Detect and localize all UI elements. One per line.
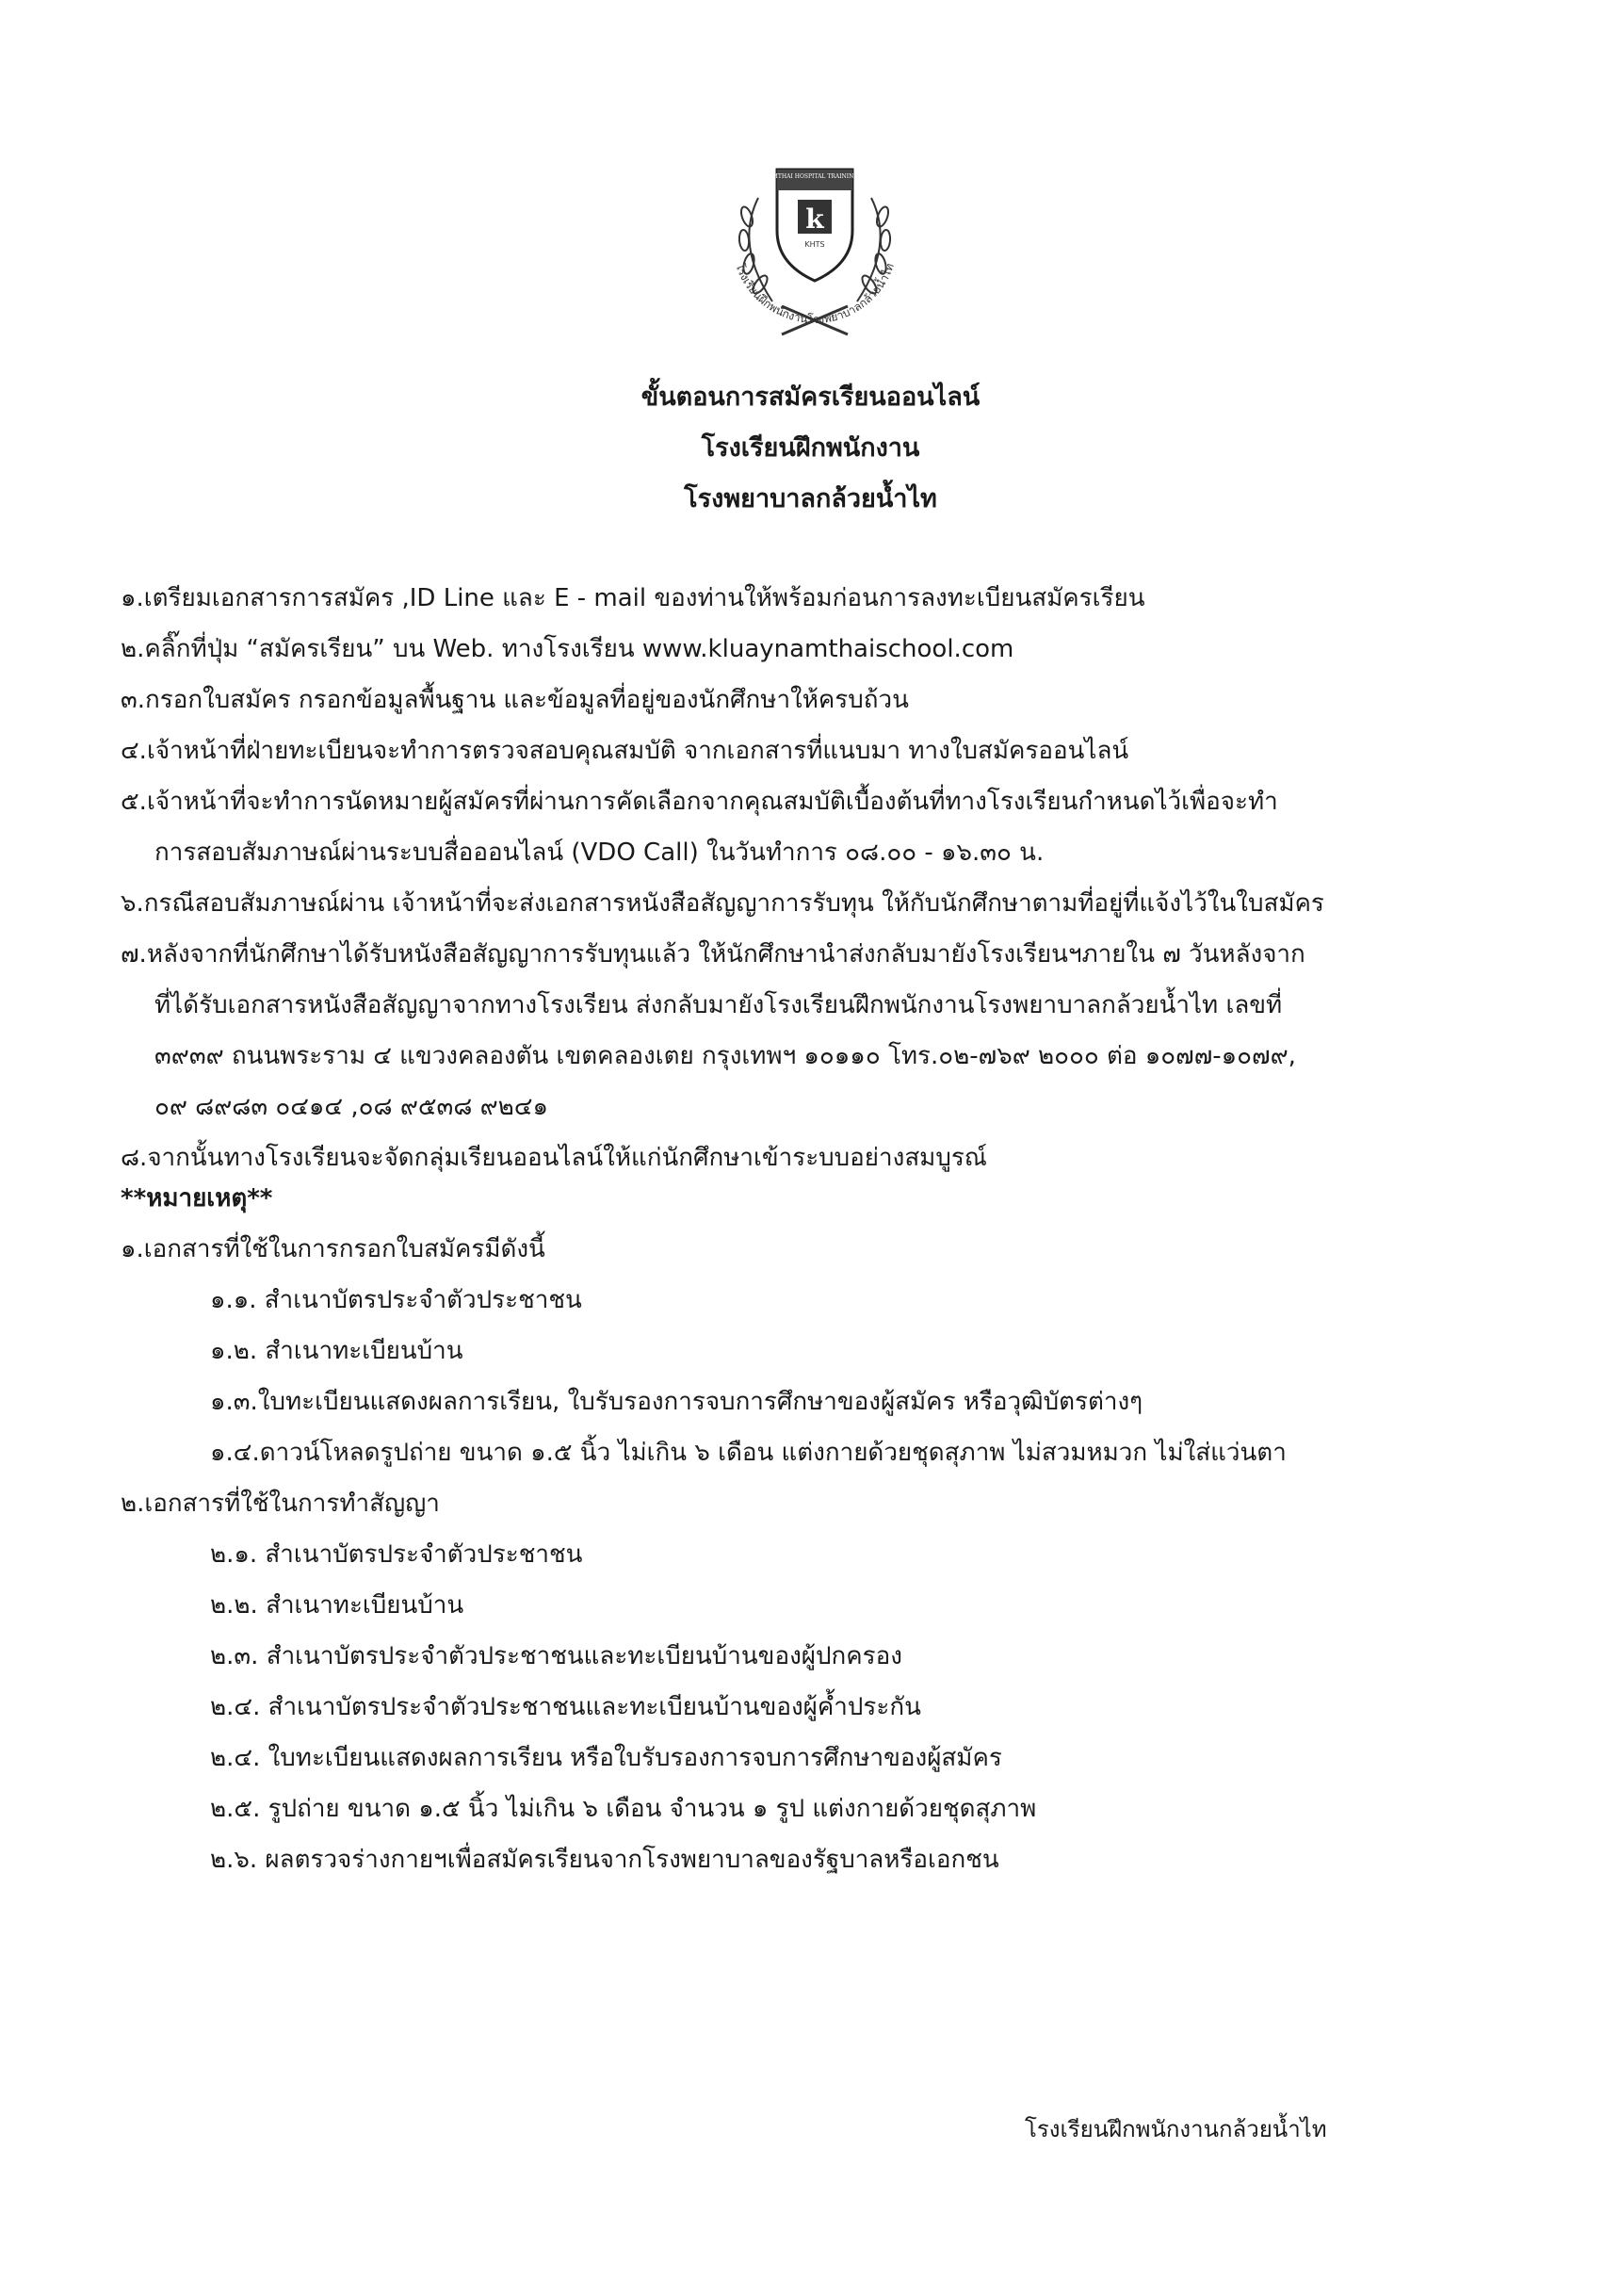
step-item [121,929,1496,1132]
notes-item: ๑.๒. สำเนาทะเบียนบ้าน [210,1337,463,1365]
notes-item: ๑.๑. สำเนาบัตรประจำตัวประชาชน [210,1286,582,1314]
notes-item: ๒.๕. รูปถ่าย ขนาด ๑.๕ นิ้ว ไม่เกิน ๖ เดือน จำนวน ๑ รูป แต่งกายด้วยชุดสุภาพ [210,1795,1037,1823]
title-line-3: โรงพยาบาลกล้วยน้ำไท [684,484,937,513]
step-text: ๓.กรอกใบสมัคร กรอกข้อมูลพื้นฐาน และข้อมูลที่อยู่ของนักศึกษาให้ครบถ้วน [121,686,909,714]
step-continuation: ๐๙ ๘๙๘๓ ๐๔๑๔ ,๐๘ ๙๕๓๘ ๙๒๔๑ [154,1093,549,1121]
footer-signature: โรงเรียนฝึกพนักงานกล้วยน้ำไท [1025,2116,1327,2142]
step-continuation: ที่ได้รับเอกสารหนังสือสัญญาจากทางโรงเรียน ส่งกลับมายังโรงเรียนฝึกพนักงานโรงพยาบาลกล้วยน้ำไท เลขที่ [154,991,1283,1019]
logo-abbr: KHTS [804,240,825,249]
step-item [121,624,1496,675]
step-item [121,776,1496,878]
notes-group-title: ๒.เอกสารที่ใช้ในการทำสัญญา [121,1490,440,1518]
step-continuation: การสอบสัมภาษณ์ผ่านระบบสื่อออนไลน์ (VDO Call) ในวันทำการ ๐๘.๐๐ - ๑๖.๓๐ น. [154,839,1045,867]
step-item [121,573,1496,624]
step-text: ๘.จากนั้นทางโรงเรียนจะจัดกลุ่มเรียนออนไลน์ให้แก่นักศึกษาเข้าระบบอย่างสมบูรณ์ [121,1144,987,1172]
step-text: ๖.กรณีสอบสัมภาษณ์ผ่าน เจ้าหน้าที่จะส่งเอกสารหนังสือสัญญาการรับทุน ให้กับนักศึกษาตามที่อยู่ที่แจ้งไว้ในใบสมัคร [121,889,1324,918]
notes-item: ๑.๓.ใบทะเบียนแสดงผลการเรียน, ใบรับรองการจบการศึกษาของผู้สมัคร หรือวุฒิบัตรต่างๆ [210,1388,1143,1416]
step-item [121,675,1496,725]
step-text: ๑.เตรียมเอกสารการสมัคร ,ID Line และ E - mail ของท่านให้พร้อมก่อนการลงทะเบียนสมัครเรียน [121,584,1145,612]
title-line-2: โรงเรียนฝึกพนักงาน [701,433,920,463]
notes-item: ๑.๔.ดาวน์โหลดรูปถ่าย ขนาด ๑.๕ นิ้ว ไม่เกิน ๖ เดือน แต่งกายด้วยชุดสุภาพ ไม่สวมหมวก ไม่ใส่แว่นตา [210,1439,1287,1467]
step-text: ๗.หลังจากที่นักศึกษาได้รับหนังสือสัญญาการรับทุนแล้ว ให้นักศึกษานำส่งกลับมายังโรงเรียนฯภายใน ๗ วันหลังจาก [121,940,1305,969]
notes-item: ๒.๔. สำเนาบัตรประจำตัวประชาชนและทะเบียนบ้านของผู้ค้ำประกัน [210,1693,921,1721]
steps-list [121,573,1496,1183]
notes-heading: **หมายเหตุ** [121,1184,273,1213]
step-item [121,878,1496,929]
step-text: ๒.คลิ๊กที่ปุ่ม “สมัครเรียน” บน Web. ทางโรงเรียน www.kluaynamthaischool.com [121,635,1014,663]
notes-item: ๒.๔. ใบทะเบียนแสดงผลการเรียน หรือใบรับรองการจบการศึกษาของผู้สมัคร [210,1744,1002,1772]
step-continuation: ๓๙๓๙ ถนนพระราม ๔ แขวงคลองตัน เขตคลองเตย กรุงเทพฯ ๑๐๑๑๐ โทร.๐๒-๗๖๙ ๒๐๐๐ ต่อ ๑๐๗๗-๑๐๗๙, [154,1042,1296,1070]
notes-list [121,1224,1496,1885]
notes-item: ๒.๑. สำเนาบัตรประจำตัวประชาชน [210,1540,583,1569]
step-item [121,725,1496,776]
step-item [121,1132,1496,1183]
logo-arc-text: โรงเรียนฝึกพนักงานโรงพยาบาลกล้วยน้ำไท [733,261,897,327]
notes-item: ๒.๖. ผลตรวจร่างกายฯเพื่อสมัครเรียนจากโรงพยาบาลของรัฐบาลหรือเอกชน [210,1846,999,1874]
step-text: ๔.เจ้าหน้าที่ฝ่ายทะเบียนจะทำการตรวจสอบคุณสมบัติ จากเอกสารที่แนบมา ทางใบสมัครออนไลน์ [121,737,1129,765]
document-title [0,372,1621,525]
school-logo [692,160,937,349]
logo-monogram: k [805,204,824,235]
notes-item: ๒.๒. สำเนาทะเบียนบ้าน [210,1591,464,1620]
logo-top-text: KLUAYNAMTHAI HOSPITAL TRAINING SCHOOL [743,173,886,180]
title-line-1: ขั้นตอนการสมัครเรียนออนไลน์ [640,383,981,412]
step-text: ๕.เจ้าหน้าที่จะทำการนัดหมายผู้สมัครที่ผ่านการคัดเลือกจากคุณสมบัติเบื้องต้นที่ทางโรงเรียนกำหนดไว้เพื่อจะทำ [121,788,1278,816]
notes-group-title: ๑.เอกสารที่ใช้ในการกรอกใบสมัครมีดังนี้ [121,1235,545,1263]
notes-item: ๒.๓. สำเนาบัตรประจำตัวประชาชนและทะเบียนบ้านของผู้ปกครอง [210,1642,902,1670]
